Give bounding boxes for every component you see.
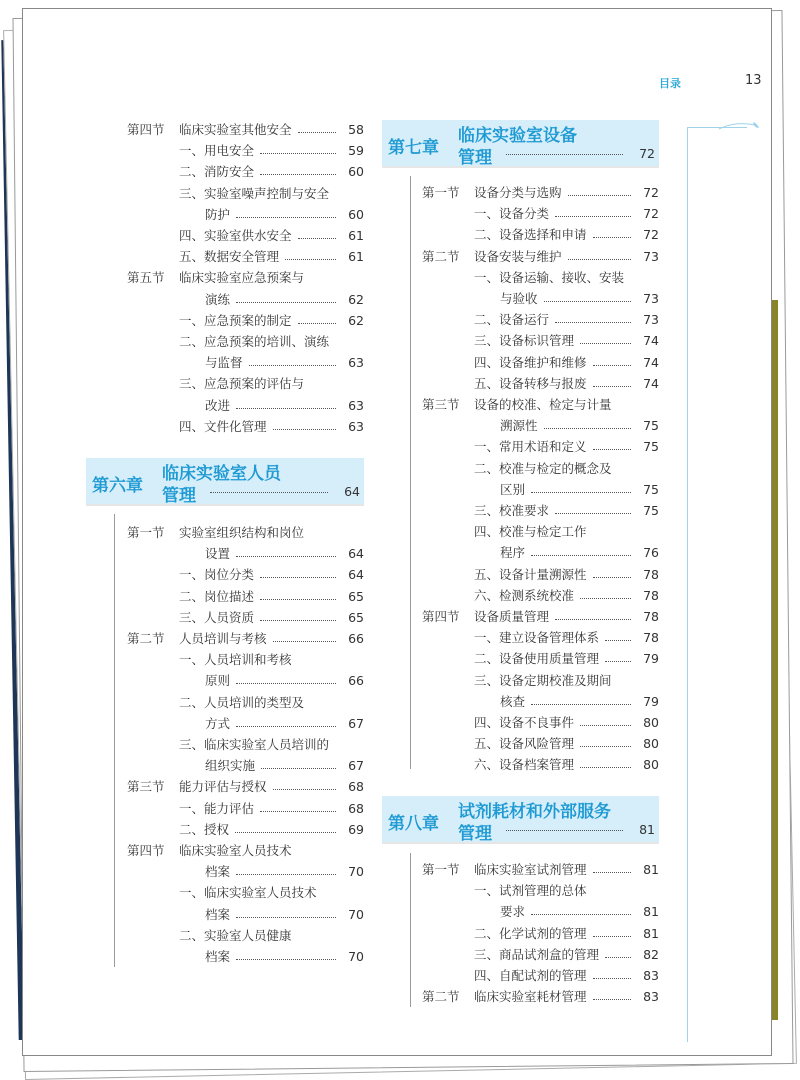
entry-title: 二、设备运行: [474, 312, 550, 328]
leader-dots: [544, 428, 632, 429]
toc-item-entry[interactable]: [23, 945, 771, 965]
entry-title: 三、临床实验室人员培训的: [179, 737, 330, 752]
toc-section-entry[interactable]: [23, 395, 771, 415]
entry-page-number: 75: [643, 439, 659, 455]
chapter-title-line1: 临床实验室人员: [162, 464, 281, 484]
chapter-heading[interactable]: [382, 120, 659, 168]
entry-title: 二、应急预案的培训、演练: [179, 334, 330, 349]
toc-item-entry[interactable]: [23, 881, 771, 901]
leader-dots: [580, 746, 631, 747]
toc-page: [22, 8, 772, 1056]
toc-item-entry[interactable]: [23, 204, 771, 224]
entry-title: 二、设备使用质量管理: [474, 651, 600, 667]
entry-page-number: 64: [348, 567, 364, 583]
chapter-title-line1: 试剂耗材和外部服务: [458, 802, 611, 822]
entry-page-number: 66: [348, 673, 364, 689]
leader-dots: [593, 237, 632, 238]
leader-dots: [555, 513, 631, 514]
entry-title: 三、实验室噪声控制与安全: [179, 185, 330, 201]
entry-page-number: 80: [643, 715, 659, 730]
leader-dots: [260, 811, 336, 812]
entry-page-number: 78: [643, 609, 659, 624]
entry-title: 一、试剂管理的总体: [474, 883, 587, 899]
entry-title: 能力评估与授权: [179, 779, 267, 795]
entry-page-number: 75: [643, 418, 659, 434]
entry-title: 二、岗位描述: [179, 588, 255, 604]
leader-dots: [555, 619, 631, 620]
leader-dots: [531, 555, 631, 556]
chapter-page-number: 64: [344, 484, 360, 499]
entry-title: 设备安装与维护: [474, 248, 562, 264]
toc-item-entry[interactable]: [23, 310, 771, 330]
leader-dots: [260, 153, 336, 154]
toc-item-entry[interactable]: [23, 543, 771, 563]
entry-title: 临床实验室耗材管理: [474, 989, 587, 1005]
section-number: 第四节: [127, 843, 165, 858]
entry-title: 五、设备计量溯源性: [474, 566, 587, 582]
toc-section-entry[interactable]: [23, 860, 771, 880]
entry-page-number: 70: [348, 949, 364, 964]
entry-page-number: 63: [348, 418, 364, 434]
section-number: 第四节: [127, 122, 165, 137]
entry-title: 三、应急预案的评估与: [179, 376, 305, 392]
entry-page-number: 74: [643, 354, 659, 370]
entry-title: 三、校准要求: [474, 503, 550, 518]
leader-dots: [593, 386, 632, 387]
entry-page-number: 83: [643, 989, 659, 1005]
entry-page-number: 62: [348, 312, 364, 328]
leader-dots: [593, 577, 632, 578]
entry-title: 档案: [205, 949, 231, 964]
toc-item-entry[interactable]: [23, 755, 771, 775]
entry-page-number: 73: [643, 291, 659, 306]
toc-item-entry[interactable]: [23, 331, 771, 351]
entry-title: 二、化学试剂的管理: [474, 925, 587, 941]
toc-item-entry[interactable]: [23, 565, 771, 585]
entry-title: 四、设备不良事件: [474, 715, 575, 730]
entry-title: 四、文件化管理: [179, 418, 267, 434]
page-number: 13: [745, 73, 762, 88]
entry-title: 与验收: [500, 291, 538, 306]
entry-title: 要求: [500, 904, 526, 920]
section-number: 第五节: [127, 270, 165, 286]
entry-page-number: 60: [348, 206, 364, 222]
entry-title: 设备分类与选购: [474, 185, 562, 200]
entry-title: 四、自配试剂的管理: [474, 968, 587, 983]
entry-title: 六、检测系统校准: [474, 587, 575, 603]
entry-page-number: 63: [348, 397, 364, 413]
entry-title: 二、授权: [179, 821, 230, 837]
leader-dots: [593, 936, 632, 937]
leader-dots: [544, 301, 632, 302]
entry-title: 一、用电安全: [179, 143, 255, 159]
entry-title: 程序: [500, 545, 526, 561]
leader-dots: [506, 830, 623, 831]
entry-title: 六、设备档案管理: [474, 757, 575, 773]
toc-section-entry[interactable]: [23, 247, 771, 267]
entry-page-number: 61: [348, 228, 364, 243]
entry-page-number: 82: [643, 946, 659, 962]
chapter-label: 第八章: [388, 814, 439, 834]
leader-dots: [605, 957, 631, 958]
entry-title: 四、设备维护和维修: [474, 354, 587, 370]
toc-item-entry[interactable]: [23, 289, 771, 309]
leader-dots: [568, 259, 632, 260]
toc-item-entry[interactable]: [23, 692, 771, 712]
entry-title: 一、应急预案的制定: [179, 312, 292, 328]
chapter-page-number: 81: [639, 822, 655, 837]
entry-page-number: 72: [643, 206, 659, 222]
entry-title: 一、岗位分类: [179, 567, 255, 583]
toc-section-entry[interactable]: [23, 987, 771, 1007]
entry-title: 三、商品试剂盒的管理: [474, 946, 600, 962]
toc-item-entry[interactable]: [23, 924, 771, 944]
entry-title: 五、数据安全管理: [179, 249, 280, 265]
toc-section-entry[interactable]: [23, 607, 771, 627]
entry-page-number: 74: [643, 375, 659, 391]
leader-dots: [568, 195, 632, 196]
entry-page-number: 68: [348, 800, 364, 816]
entry-page-number: 72: [643, 227, 659, 243]
toc-item-entry[interactable]: [23, 734, 771, 754]
toc-item-entry[interactable]: [23, 353, 771, 373]
entry-title: 临床实验室试剂管理: [474, 862, 587, 877]
entry-page-number: 79: [643, 651, 659, 667]
entry-page-number: 63: [348, 355, 364, 371]
entry-title: 四、校准与检定工作: [474, 524, 587, 540]
section-number: 第一节: [422, 862, 460, 877]
leader-dots: [593, 978, 632, 979]
leader-dots: [555, 216, 631, 217]
running-header-section: 目录: [659, 77, 681, 90]
toc-item-entry[interactable]: [23, 374, 771, 394]
toc-item-entry[interactable]: [23, 225, 771, 245]
toc-section-entry[interactable]: [23, 841, 771, 861]
entry-page-number: 78: [643, 587, 659, 603]
leader-dots: [531, 704, 631, 705]
entry-title: 一、设备分类: [474, 206, 550, 222]
entry-title: 区别: [500, 481, 526, 497]
entry-title: 一、临床实验室人员技术: [179, 885, 317, 901]
entry-title: 一、常用术语和定义: [474, 439, 587, 455]
entry-title: 设备的校准、检定与计量: [474, 397, 612, 412]
entry-title: 实验室组织结构和岗位: [179, 525, 305, 540]
entry-title: 组织实施: [205, 758, 256, 774]
entry-page-number: 81: [643, 904, 659, 920]
leader-dots: [580, 343, 631, 344]
leader-dots: [593, 872, 632, 873]
leader-dots: [580, 598, 631, 599]
toc-item-entry[interactable]: [23, 713, 771, 733]
toc-item-entry[interactable]: [23, 480, 771, 500]
entry-page-number: 73: [643, 312, 659, 328]
entry-page-number: 73: [643, 248, 659, 264]
toc-section-entry[interactable]: [23, 183, 771, 203]
toc-item-entry[interactable]: [23, 459, 771, 479]
toc-item-entry[interactable]: [23, 416, 771, 436]
section-number: 第四节: [422, 609, 460, 624]
leader-dots: [593, 999, 632, 1000]
entry-page-number: 80: [643, 736, 659, 752]
entry-title: 设备质量管理: [474, 609, 550, 624]
entry-page-number: 69: [348, 821, 364, 837]
entry-title: 人员培训与考核: [179, 631, 267, 646]
entry-page-number: 76: [643, 545, 659, 561]
entry-title: 三、设备定期校准及期间: [474, 672, 612, 688]
entry-page-number: 75: [643, 503, 659, 518]
section-number: 第一节: [127, 525, 165, 540]
entry-page-number: 64: [348, 546, 364, 562]
entry-title: 一、设备运输、接收、安装: [474, 269, 625, 285]
entry-page-number: 60: [348, 164, 364, 180]
entry-title: 防护: [205, 206, 231, 222]
entry-page-number: 75: [643, 481, 659, 497]
entry-title: 档案: [205, 864, 231, 880]
section-number: 第一节: [422, 185, 460, 200]
entry-page-number: 72: [643, 185, 659, 200]
entry-title: 演练: [205, 291, 231, 307]
toc-item-entry[interactable]: [23, 437, 771, 457]
toc-item-entry[interactable]: [23, 586, 771, 606]
toc-item-entry[interactable]: [23, 671, 771, 691]
entry-title: 一、能力评估: [179, 800, 255, 816]
toc-item-entry[interactable]: [23, 268, 771, 288]
chapter-page-number: 72: [639, 146, 655, 161]
section-number: 第三节: [422, 397, 460, 412]
toc-item-entry[interactable]: [23, 501, 771, 521]
entry-title: 方式: [205, 715, 231, 731]
entry-title: 与监督: [205, 355, 243, 371]
entry-page-number: 80: [643, 757, 659, 773]
section-number: 第二节: [422, 989, 460, 1005]
chapter-label: 第六章: [92, 476, 143, 496]
entry-page-number: 78: [643, 630, 659, 646]
entry-title: 二、设备选择和申请: [474, 227, 587, 243]
section-number: 第三节: [127, 779, 165, 795]
section-number: 第二节: [127, 631, 165, 646]
chapter-title-line2: 管理: [458, 148, 492, 168]
entry-title: 二、消防安全: [179, 164, 255, 180]
entry-page-number: 67: [348, 715, 364, 731]
entry-title: 三、人员资质: [179, 609, 255, 625]
entry-page-number: 59: [348, 143, 364, 159]
entry-title: 二、校准与检定的概念及: [474, 460, 612, 476]
entry-page-number: 78: [643, 566, 659, 582]
entry-title: 设置: [205, 546, 231, 562]
entry-title: 临床实验室其他安全: [179, 122, 292, 137]
entry-title: 二、人员培训的类型及: [179, 694, 305, 710]
entry-title: 临床实验室人员技术: [179, 843, 292, 858]
entry-page-number: 68: [348, 779, 364, 795]
entry-title: 原则: [205, 673, 231, 689]
toc-item-entry[interactable]: [23, 649, 771, 669]
chapter-heading[interactable]: [382, 796, 659, 844]
entry-title: 临床实验室应急预案与: [179, 270, 305, 286]
entry-title: 五、设备风险管理: [474, 736, 575, 752]
entry-page-number: 65: [348, 588, 364, 604]
entry-title: 核查: [500, 693, 526, 709]
entry-title: 二、实验室人员健康: [179, 927, 292, 943]
leader-dots: [593, 365, 632, 366]
leader-dots: [531, 492, 631, 493]
leader-dots: [555, 322, 631, 323]
chapter-title-line2: 管理: [162, 486, 196, 506]
entry-page-number: 70: [348, 906, 364, 922]
leader-dots: [580, 767, 631, 768]
entry-page-number: 67: [348, 758, 364, 774]
entry-title: 一、人员培训和考核: [179, 652, 292, 668]
entry-page-number: 66: [348, 631, 364, 646]
leader-dots: [593, 449, 632, 450]
toc-section-entry[interactable]: [23, 777, 771, 797]
entry-title: 一、建立设备管理体系: [474, 630, 600, 646]
entry-page-number: 74: [643, 333, 659, 349]
entry-title: 改进: [205, 397, 231, 413]
entry-page-number: 62: [348, 291, 364, 307]
entry-page-number: 58: [348, 122, 364, 137]
entry-page-number: 65: [348, 609, 364, 625]
leader-dots: [235, 832, 336, 833]
leader-dots: [580, 725, 631, 726]
section-number: 第二节: [422, 248, 460, 264]
leader-dots: [605, 640, 631, 641]
entry-title: 三、设备标识管理: [474, 333, 575, 349]
toc-item-entry[interactable]: [23, 902, 771, 922]
chapter-title-line1: 临床实验室设备: [458, 126, 577, 146]
entry-page-number: 79: [643, 693, 659, 709]
leader-dots: [531, 914, 631, 915]
entry-title: 溯源性: [500, 418, 538, 434]
entry-title: 五、设备转移与报废: [474, 375, 587, 391]
entry-page-number: 81: [643, 862, 659, 877]
toc-item-entry[interactable]: [23, 522, 771, 542]
entry-title: 档案: [205, 906, 231, 922]
entry-page-number: 70: [348, 864, 364, 880]
entry-page-number: 83: [643, 968, 659, 983]
entry-page-number: 81: [643, 925, 659, 941]
toc-item-entry[interactable]: [23, 966, 771, 986]
toc-item-entry[interactable]: [23, 628, 771, 648]
leader-dots: [605, 661, 631, 662]
chapter-label: 第七章: [388, 138, 439, 158]
chapter-title-line2: 管理: [458, 824, 492, 844]
entry-title: 四、实验室供水安全: [179, 228, 292, 243]
leader-dots: [298, 132, 337, 133]
leader-dots: [260, 174, 336, 175]
leader-dots: [506, 154, 623, 155]
leader-dots: [273, 789, 337, 790]
entry-page-number: 61: [348, 249, 364, 265]
